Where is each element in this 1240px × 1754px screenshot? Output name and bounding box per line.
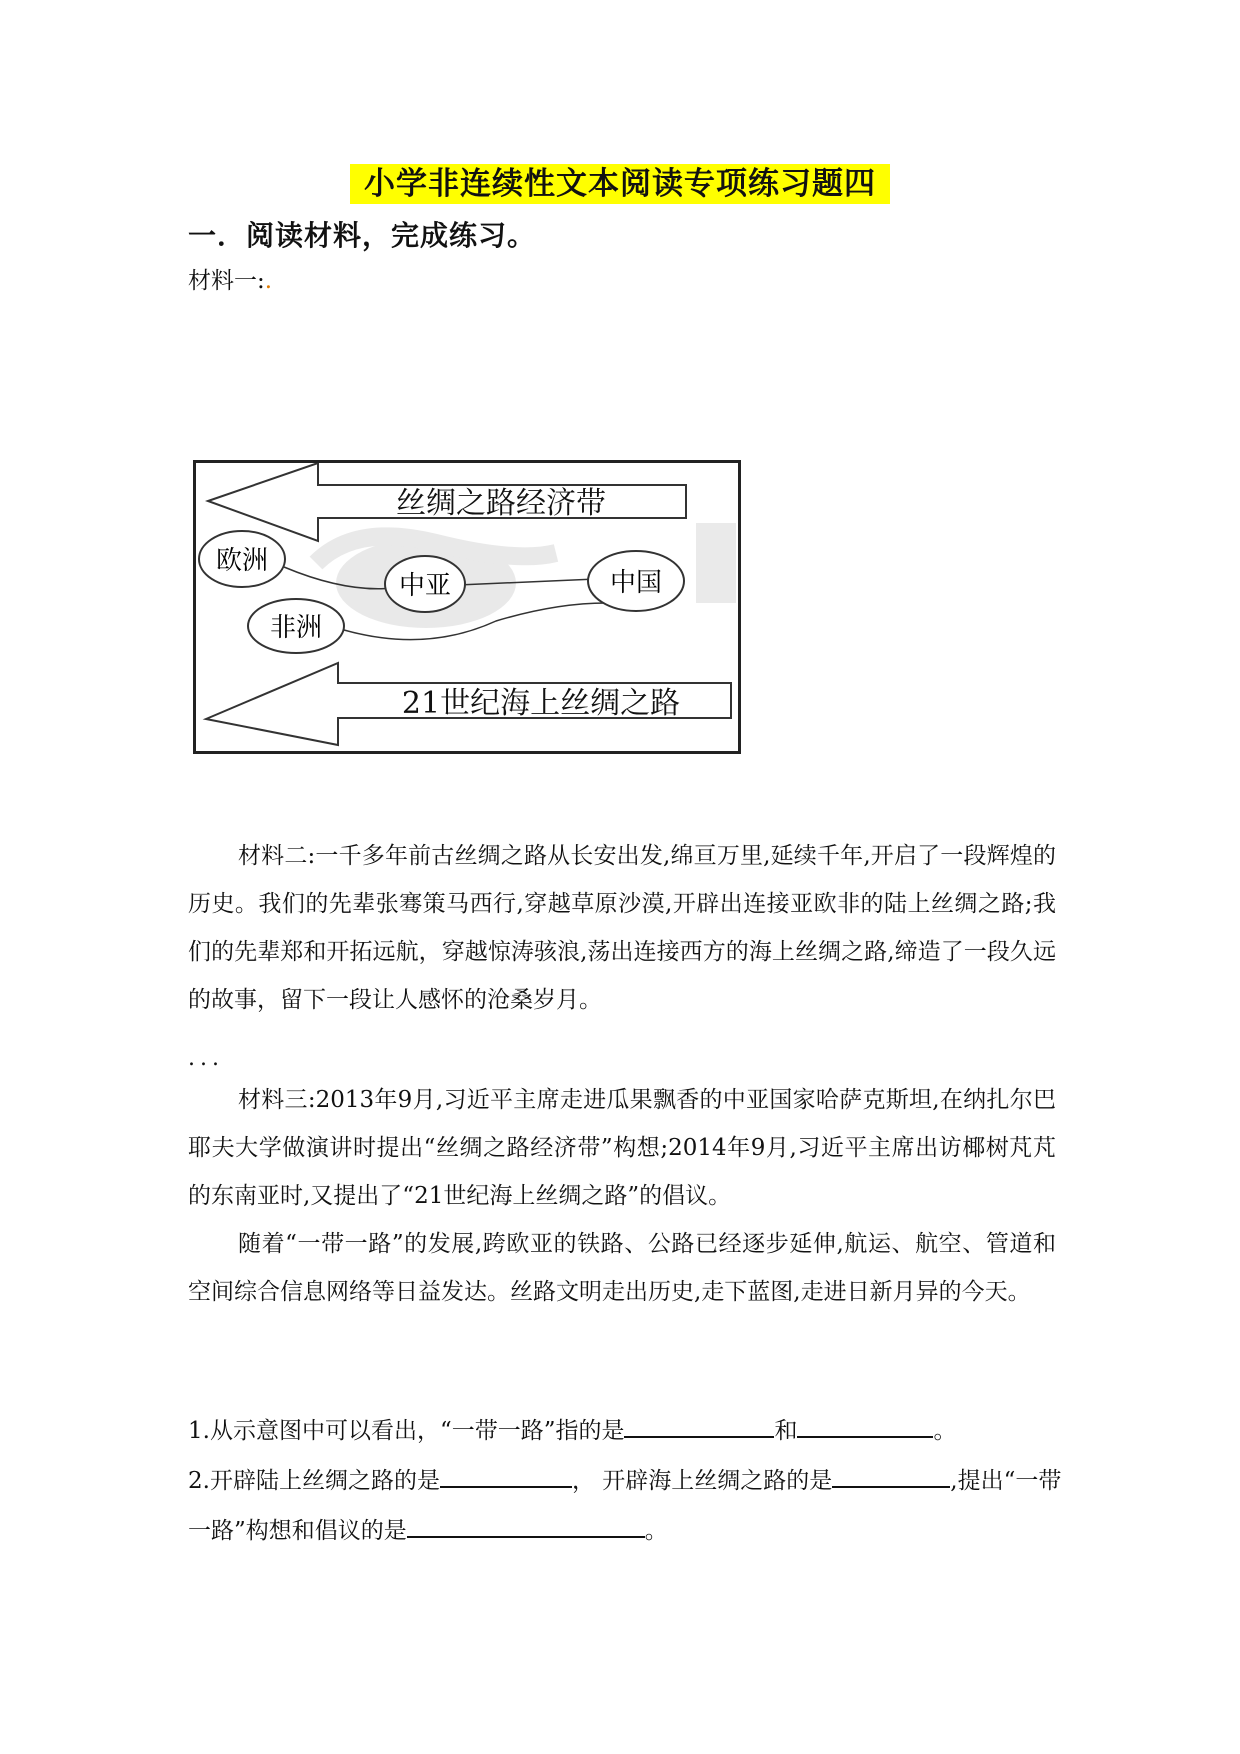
q2-answer-blank-2[interactable] — [832, 1462, 950, 1488]
section-heading: 一．阅读材料，完成练习。 — [188, 219, 537, 252]
question-1 — [188, 1406, 1068, 1456]
material1-label — [188, 262, 272, 295]
q1-answer-blank-1[interactable] — [624, 1412, 774, 1438]
material3-paragraph: 材料三:2013年9月,习近平主席走进瓜果飘香的中亚国家哈萨克斯坦,在纳扎尔巴耶夫大学做演讲时提出“丝绸之路经济带”构想;2014年9月,习近平主席出访椰树芃芃的东南亚时,又提出了“21世纪海上丝绸之路”的倡议。 — [188, 1087, 1056, 1209]
diagram-svg — [196, 463, 738, 751]
material2-paragraph: 材料二:一千多年前古丝绸之路从长安出发,绵亘万里,延续千年,开启了一段辉煌的历史。我们的先辈张骞策马西行,穿越草原沙漠,开辟出连接亚欧非的陆上丝绸之路;我们的先辈郑和开拓远航，穿越惊涛骇浪,荡出连接西方的海上丝绸之路,缔造了一段久远的故事，留下一段让人感怀的沧桑岁月。 — [188, 843, 1056, 1013]
node-europe-label: 欧洲 — [215, 546, 269, 576]
question-2 — [188, 1456, 1068, 1556]
q1-prefix: 1.从示意图中可以看出，“一带一路”指的是 — [188, 1418, 625, 1444]
q2-mid: ， 开辟海上丝绸之路的是 — [571, 1468, 833, 1494]
q2-end: 。 — [644, 1518, 668, 1544]
title-text: 小学非连续性文本阅读专项练习题四 — [350, 164, 890, 204]
paragraph-4: 随着“一带一路”的发展,跨欧亚的铁路、公路已经逐步延伸,航运、航空、管道和空间综合信息网络等日益发达。丝路文明走出历史,走下蓝图,走进日新月异的今天。 — [188, 1231, 1056, 1305]
arrow-top-label: 丝绸之路经济带 — [396, 486, 606, 521]
node-central-asia-label: 中亚 — [398, 571, 452, 601]
arrow-bottom-label: 21世纪海上丝绸之路 — [401, 686, 681, 721]
q2-mid2: ,提出“一带一路”构想和倡议的是 — [188, 1468, 1062, 1544]
mark-dot: . — [264, 268, 273, 294]
belt-road-diagram — [193, 460, 741, 754]
node-africa-label: 非洲 — [269, 613, 323, 643]
q2-answer-blank-3[interactable] — [407, 1512, 645, 1538]
ellipsis: ... — [188, 1046, 224, 1071]
q1-answer-blank-2[interactable] — [797, 1412, 933, 1438]
q2-answer-blank-1[interactable] — [440, 1462, 572, 1488]
material1-label-text: 材料一: — [188, 268, 265, 294]
q1-mid: 和 — [774, 1418, 798, 1444]
q1-end: 。 — [933, 1418, 957, 1444]
worksheet-title — [0, 158, 1240, 203]
node-china-label: 中国 — [609, 568, 663, 598]
q2-prefix: 2.开辟陆上丝绸之路的是 — [188, 1468, 440, 1494]
